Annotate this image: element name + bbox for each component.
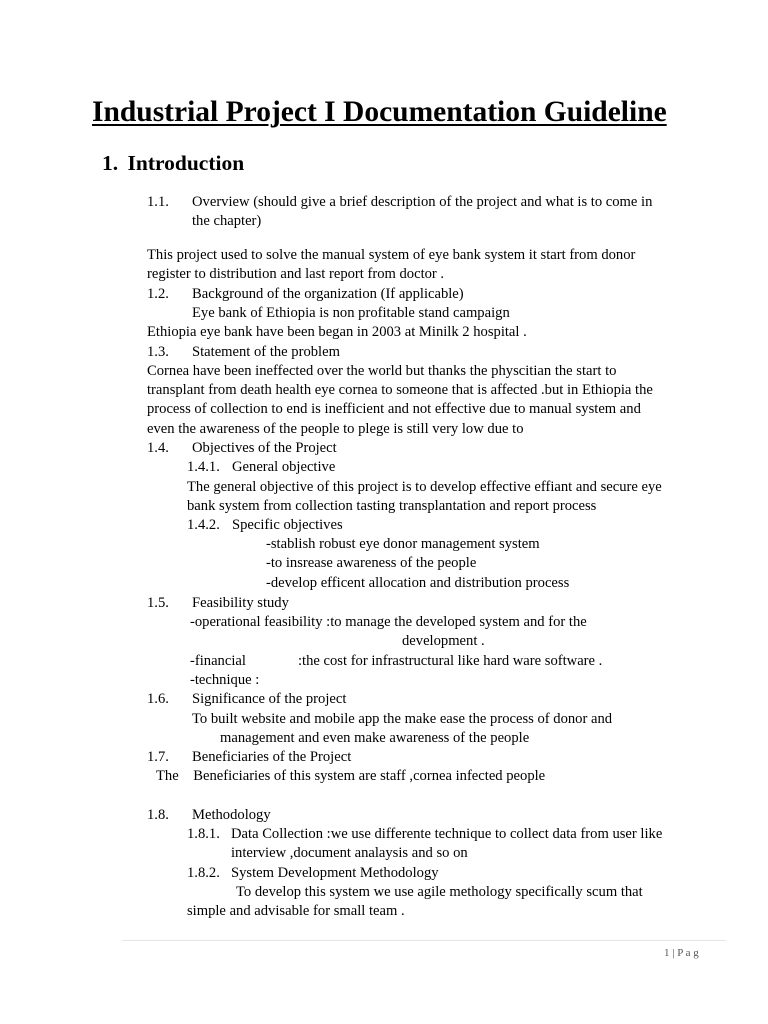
problem-number: 1.3. — [147, 344, 169, 360]
overview-text-line1: Overview (should give a brief description of the project and what is to come in — [192, 194, 653, 210]
methodology-number: 1.8. — [147, 807, 169, 823]
general-objective-heading: General objective — [232, 459, 336, 475]
significance-number: 1.6. — [147, 691, 169, 707]
specific-objectives-heading: Specific objectives — [232, 517, 343, 533]
objectives-number: 1.4. — [147, 440, 169, 456]
section-heading — [102, 151, 244, 176]
problem-line4: even the awareness of the people to plege is still very low due to — [147, 421, 524, 437]
general-objective-line2: bank system from collection tasting transplantation and report process — [187, 498, 597, 514]
problem-heading: Statement of the problem — [192, 344, 340, 360]
data-collection-line1: Data Collection :we use differente technique to collect data from user like — [231, 826, 663, 842]
section-title: Introduction — [127, 151, 245, 175]
specific-objectives-number: 1.4.2. — [187, 517, 220, 533]
footer-divider — [122, 940, 726, 941]
background-number: 1.2. — [147, 286, 169, 302]
specific-objective-3: -develop efficent allocation and distribution process — [266, 575, 570, 591]
general-objective-line1: The general objective of this project is to develop effective effiant and secure eye — [187, 479, 662, 495]
problem-line1: Cornea have been ineffected over the world but thanks the physcitian the start to — [147, 363, 617, 379]
general-objective-number: 1.4.1. — [187, 459, 220, 475]
intro-paragraph-line1: This project used to solve the manual system of eye bank system it start from donor — [147, 247, 636, 263]
page-number: 1 | P a g — [664, 947, 699, 959]
document-title: Industrial Project I Documentation Guideline — [92, 96, 667, 128]
system-development-heading: System Development Methodology — [231, 865, 439, 881]
significance-line1: To built website and mobile app the make ease the process of donor and — [192, 711, 613, 727]
beneficiaries-heading: Beneficiaries of the Project — [192, 749, 352, 765]
beneficiaries-number: 1.7. — [147, 749, 169, 765]
system-development-number: 1.8.2. — [187, 865, 220, 881]
methodology-heading: Methodology — [192, 807, 271, 823]
background-line2: Ethiopia eye bank have been began in 2003 at Minilk 2 hospital . — [147, 324, 527, 340]
overview-text-line2: the chapter) — [192, 213, 262, 229]
significance-heading: Significance of the project — [192, 691, 347, 707]
section-number: 1. — [102, 151, 119, 175]
background-heading: Background of the organization (If applicable) — [192, 286, 464, 302]
intro-paragraph-line2: register to distribution and last report from doctor . — [147, 266, 445, 282]
overview-number: 1.1. — [147, 194, 169, 210]
objectives-heading: Objectives of the Project — [192, 440, 337, 456]
feasibility-financial-text: :the cost for infrastructural like hard ware software . — [298, 653, 603, 669]
feasibility-technique: -technique : — [190, 672, 260, 688]
beneficiaries-line1: The Beneficiaries of this system are staff ,cornea infected people — [156, 768, 546, 784]
data-collection-line2: interview ,document analaysis and so on — [231, 845, 468, 861]
problem-line2: transplant from death health eye cornea to someone that is affected .but in Ethiopia the — [147, 382, 653, 398]
feasibility-number: 1.5. — [147, 595, 169, 611]
significance-line2: management and even make awareness of the people — [220, 730, 530, 746]
specific-objective-1: -stablish robust eye donor management system — [266, 536, 540, 552]
background-line1: Eye bank of Ethiopia is non profitable stand campaign — [192, 305, 510, 321]
feasibility-operational-line1: -operational feasibility :to manage the developed system and for the — [190, 614, 587, 630]
problem-line3: process of collection to end is inefficient and not effective due to manual system and — [147, 401, 641, 417]
feasibility-financial-label: -financial — [190, 653, 246, 669]
feasibility-operational-line2: development . — [402, 633, 485, 649]
data-collection-number: 1.8.1. — [187, 826, 220, 842]
feasibility-heading: Feasibility study — [192, 595, 289, 611]
system-development-line2: simple and advisable for small team . — [187, 903, 405, 919]
specific-objective-2: -to insrease awareness of the people — [266, 555, 477, 571]
system-development-line1: To develop this system we use agile methology specifically scum that — [236, 884, 643, 900]
